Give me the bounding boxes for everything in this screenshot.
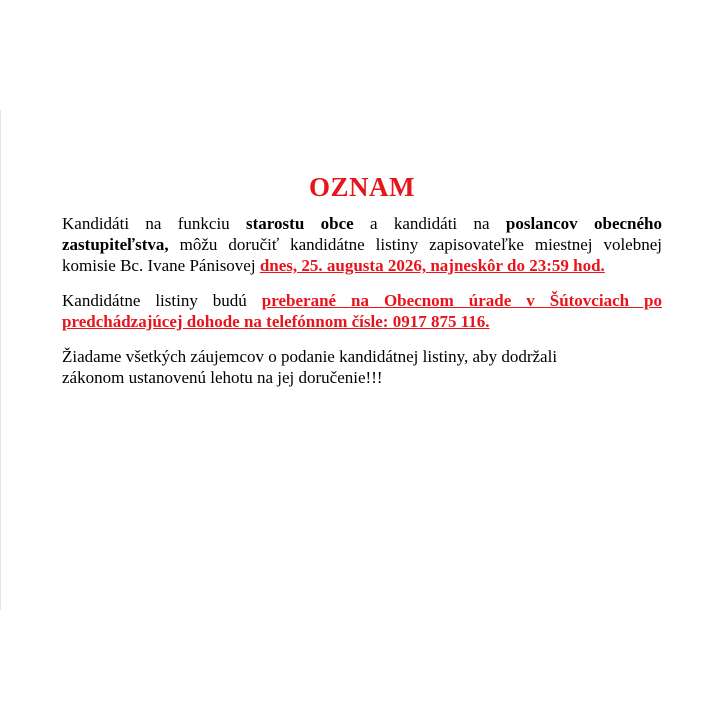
p1-text-1: Kandidáti na funkciu	[62, 214, 247, 233]
page-edge-line	[0, 110, 1, 610]
p3-line-1: Žiadame všetkých záujemcov o podanie kandidátnej listiny, aby dodržali	[62, 347, 558, 366]
p2-location-highlight: preberané na Obecnom úrade v Šútovciach po predchádzajúcej dohode na telefónnom čísle: 0917 875 116.	[62, 291, 662, 331]
p2-text-1: Kandidátne listiny budú	[62, 291, 262, 310]
paragraph-request	[62, 346, 662, 388]
p1-bold-mayor: starostu obce	[246, 214, 354, 233]
p1-deadline-highlight: dnes, 25. augusta 2026, najneskôr do 23:59 hod.	[259, 256, 605, 275]
p1-text-2: a kandidáti na	[353, 214, 506, 233]
paragraph-candidates	[62, 213, 662, 276]
p3-line-2: zákonom ustanovenú lehotu na jej doručenie!!!	[62, 368, 383, 387]
p1-bold-council: poslancov obecného zastupiteľstva,	[62, 214, 663, 254]
announcement-title: OZNAM	[309, 172, 415, 202]
paragraph-collection	[62, 290, 662, 332]
p1-text-3: môžu doručiť kandidátne listiny zapisovateľke miestnej volebnej komisie Bc. Ivane Pánisovej	[62, 235, 662, 275]
announcement-document	[62, 170, 662, 402]
